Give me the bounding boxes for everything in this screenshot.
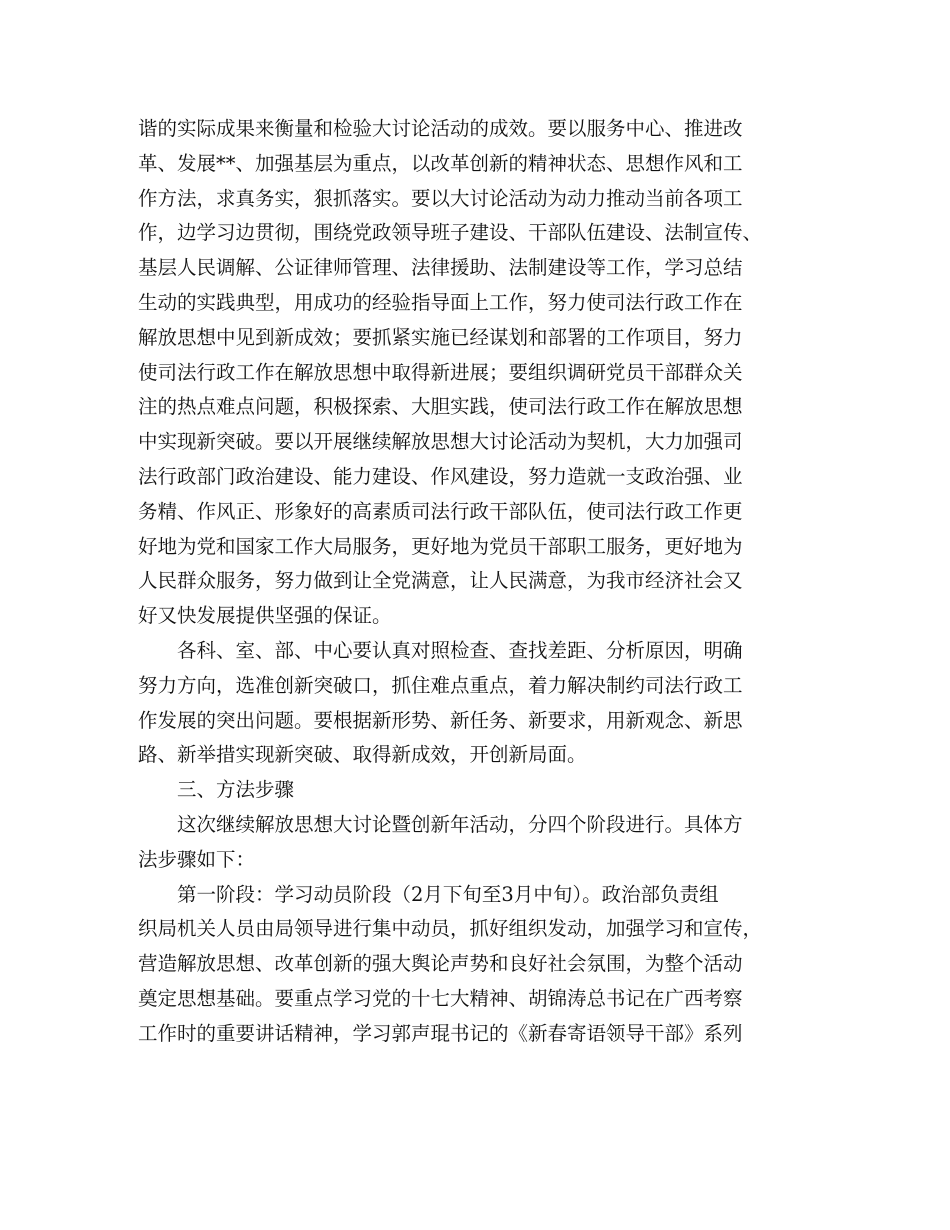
text-line: 解放思想中见到新成效；要抓紧实施已经谋划和部署的工作项目，努力 [138, 325, 743, 349]
text-line: 谐的实际成果来衡量和检验大讨论活动的成效。要以服务中心、推进改 [138, 117, 743, 140]
text-line: 作发展的突出问题。要根据新形势、新任务、新要求，用新观念、新思 [138, 708, 743, 732]
text-line: 第一阶段：学习动员阶段（2月下旬至3月中旬）。政治部负责组 [177, 882, 719, 906]
text-line: 法步骤如下： [138, 847, 256, 871]
paragraph-4 [138, 878, 818, 1052]
text-line: 好地为党和国家工作大局服务，更好地为党员干部职工服务，更好地为 [138, 534, 743, 558]
text-line: 中实现新突破。要以开展继续解放思想大讨论活动为契机，大力加强司 [138, 430, 743, 454]
section-heading [138, 773, 818, 808]
text-line: 作方法，求真务实，狠抓落实。要以大讨论活动为动力推动当前各项工 [138, 186, 743, 210]
text-line: 注的热点难点问题，积极探索、大胆实践，使司法行政工作在解放思想 [138, 395, 743, 419]
text-line: 使司法行政工作在解放思想中取得新进展；要组织调研党员干部群众关 [138, 360, 743, 384]
text-line: 好又快发展提供坚强的保证。 [138, 604, 392, 628]
text-line: 务精、作风正、形象好的高素质司法行政干部队伍，使司法行政工作更 [138, 499, 743, 523]
text-line: 作，边学习边贯彻，围绕党政领导班子建设、干部队伍建设、法制宣传、 [138, 221, 763, 245]
paragraph-2 [138, 634, 818, 773]
text-line: 各科、室、部、中心要认真对照检查、查找差距、分析原因，明确 [177, 638, 743, 662]
text-line: 这次继续解放思想大讨论暨创新年活动，分四个阶段进行。具体方 [177, 812, 743, 836]
text-line: 生动的实践典型，用成功的经验指导面上工作，努力使司法行政工作在 [138, 290, 743, 314]
text-line: 路、新举措实现新突破、取得新成效，开创新局面。 [138, 743, 587, 767]
text-line: 工作时的重要讲话精神，学习郭声琨书记的《新春寄语领导干部》系列 [138, 1021, 743, 1045]
text-line: 织局机关人员由局领导进行集中动员，抓好组织发动，加强学习和宣传， [138, 917, 763, 941]
text-line: 奠定思想基础。要重点学习党的十七大精神、胡锦涛总书记在广西考察 [138, 986, 743, 1010]
text-line: 法行政部门政治建设、能力建设、作风建设，努力造就一支政治强、业 [138, 464, 743, 488]
section-heading-text: 三、方法步骤 [177, 778, 295, 802]
text-line: 营造解放思想、改革创新的强大舆论声势和良好社会氛围，为整个活动 [138, 952, 743, 976]
paragraph-1 [138, 112, 818, 634]
text-line: 人民群众服务，努力做到让全党满意，让人民满意，为我市经济社会又 [138, 569, 743, 593]
paragraph-3 [138, 808, 818, 878]
document-page [138, 112, 818, 1052]
text-line: 努力方向，选准创新突破口，抓住难点重点，着力解决制约司法行政工 [138, 673, 743, 697]
text-line: 基层人民调解、公证律师管理、法律援助、法制建设等工作，学习总结 [138, 256, 743, 280]
text-line: 革、发展**、加强基层为重点，以改革创新的精神状态、思想作风和工 [138, 151, 743, 175]
